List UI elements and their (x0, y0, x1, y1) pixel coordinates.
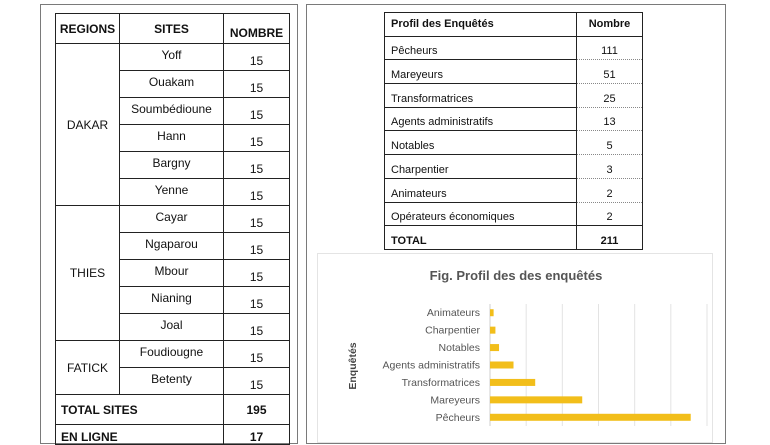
chart-gridlines (490, 304, 707, 426)
count-cell: 2 (577, 202, 643, 226)
profile-cell: Mareyeurs (385, 60, 577, 84)
chart-svg (318, 254, 714, 444)
header-regions: REGIONS (56, 14, 120, 44)
header-profil: Profil des Enquêtés (385, 13, 577, 37)
chart-title: Fig. Profil des des enquêtés (429, 268, 603, 283)
count-cell: 15 (224, 260, 290, 287)
header-nombre: Nombre (577, 13, 643, 37)
bar (490, 396, 582, 403)
profile-cell: Animateurs (385, 178, 577, 202)
count-cell: 15 (224, 368, 290, 395)
count-cell: 15 (224, 44, 290, 71)
bar (490, 327, 495, 334)
table-row (385, 36, 643, 60)
profile-cell: Pêcheurs (385, 36, 577, 60)
profile-table-header (385, 13, 643, 37)
site-cell: Mbour (120, 260, 224, 287)
header-nombre: NOMBRE (224, 14, 290, 44)
region-cell: THIES (56, 206, 120, 341)
table-row (385, 107, 643, 131)
site-cell: Joal (120, 314, 224, 341)
count-cell: 15 (224, 206, 290, 233)
left-page (40, 4, 298, 444)
profile-table (384, 12, 643, 250)
count-cell: 51 (577, 60, 643, 84)
bar (490, 344, 499, 351)
bar (490, 379, 535, 386)
total-value: 211 (577, 226, 643, 250)
category-label: Charpentier (425, 324, 480, 337)
chart-bars (490, 309, 691, 421)
header-sites: SITES (120, 14, 224, 44)
count-cell: 15 (224, 152, 290, 179)
count-cell: 15 (224, 341, 290, 368)
category-label: Mareyeurs (430, 394, 480, 407)
profile-cell: Transformatrices (385, 84, 577, 108)
chart-category-labels (383, 307, 481, 424)
profile-cell: Agents administratifs (385, 107, 577, 131)
table-row (385, 60, 643, 84)
table-row (385, 155, 643, 179)
count-cell: 3 (577, 155, 643, 179)
cut-off-row (56, 425, 290, 445)
category-label: Agents administratifs (382, 359, 480, 372)
site-cell: Ouakam (120, 71, 224, 98)
profile-chart (317, 253, 713, 443)
region-cell: FATICK (56, 341, 120, 395)
bar (490, 362, 514, 369)
bar (490, 309, 494, 316)
count-cell: 15 (224, 98, 290, 125)
table-row (56, 206, 290, 233)
category-label: Animateurs (426, 307, 480, 320)
site-cell: Ngaparou (120, 233, 224, 260)
count-cell: 15 (224, 71, 290, 98)
total-label: TOTAL (385, 226, 577, 250)
count-cell: 15 (224, 125, 290, 152)
total-row (385, 226, 643, 250)
count-cell: 15 (224, 287, 290, 314)
table-row (385, 178, 643, 202)
site-cell: Cayar (120, 206, 224, 233)
count-cell: 25 (577, 84, 643, 108)
y-axis-label: Enquêtés (347, 342, 359, 390)
count-cell: 15 (224, 233, 290, 260)
site-cell: Hann (120, 125, 224, 152)
total-row (56, 395, 290, 425)
bar (490, 414, 691, 421)
table-row (385, 84, 643, 108)
profile-cell: Notables (385, 131, 577, 155)
count-cell: 13 (577, 107, 643, 131)
table-row (385, 131, 643, 155)
site-cell: Bargny (120, 152, 224, 179)
site-cell: Foudiougne (120, 341, 224, 368)
site-cell: Nianing (120, 287, 224, 314)
category-label: Notables (438, 342, 480, 355)
en-ligne-value: 17 (224, 425, 290, 445)
site-cell: Betenty (120, 368, 224, 395)
table-row (56, 341, 290, 368)
category-label: Pêcheurs (435, 411, 480, 424)
region-cell: DAKAR (56, 44, 120, 206)
count-cell: 2 (577, 178, 643, 202)
profile-cell: Opérateurs économiques (385, 202, 577, 226)
count-cell: 5 (577, 131, 643, 155)
site-cell: Yenne (120, 179, 224, 206)
table-row (385, 202, 643, 226)
total-sites-value: 195 (224, 395, 290, 425)
site-cell: Soumbédioune (120, 98, 224, 125)
profile-cell: Charpentier (385, 155, 577, 179)
count-cell: 15 (224, 179, 290, 206)
sites-table (55, 13, 290, 445)
site-cell: Yoff (120, 44, 224, 71)
count-cell: 15 (224, 314, 290, 341)
table-row (56, 44, 290, 71)
total-sites-label: TOTAL SITES (56, 395, 224, 425)
en-ligne-label: EN LIGNE (56, 425, 224, 445)
category-label: Transformatrices (401, 376, 480, 389)
sites-table-header (56, 14, 290, 44)
right-page (306, 4, 726, 444)
count-cell: 111 (577, 36, 643, 60)
